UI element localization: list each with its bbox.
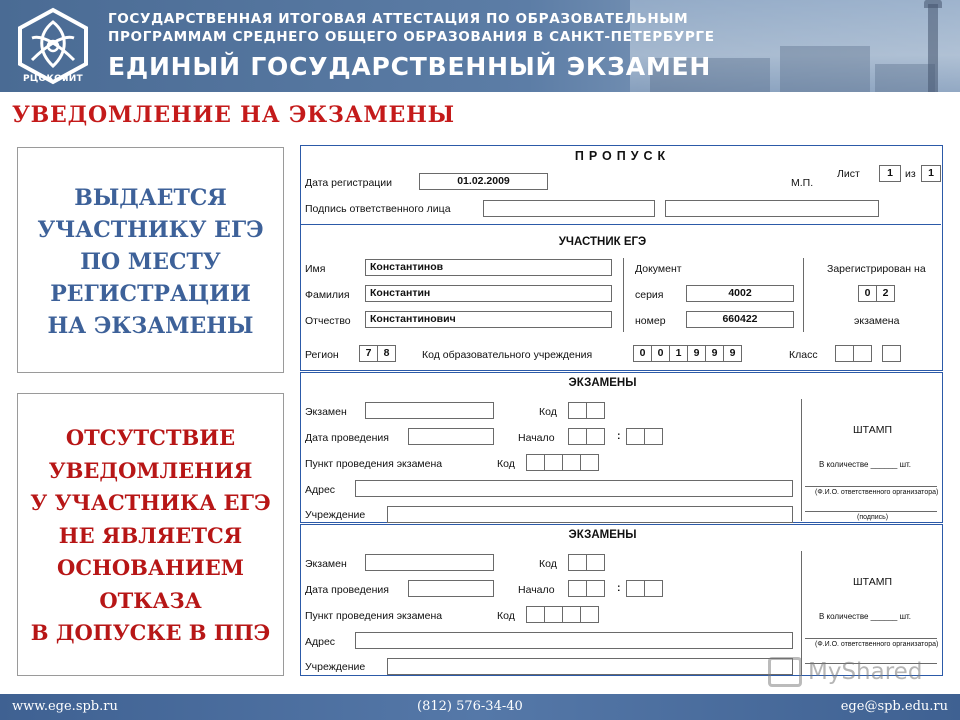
stamp-label: ШТАМП [853,424,892,436]
footer-phone: (812) 576-34-40 [417,699,523,714]
pass-title: ПРОПУСК [574,149,671,163]
exam-field[interactable] [365,554,494,571]
exam-field[interactable] [365,402,494,419]
region-cell[interactable]: 8 [377,345,396,362]
institution-label: Учреждение [305,509,366,521]
registered-label: Зарегистрирован на [827,263,926,275]
ppe-code-label: Код [497,458,515,470]
exam-label: Экзамен [305,406,347,418]
watermark: MyShared [808,659,923,685]
participant-title: УЧАСТНИК ЕГЭ [558,236,647,248]
exam-code-label: Код [539,406,557,418]
header-banner [0,0,960,92]
organizer-label: (Ф.И.О. ответственного организатора) [815,641,939,648]
absence-line: ОТСУТСТВИЕ [65,425,236,450]
ppe-code-cell[interactable] [544,454,563,471]
exam-code-cells[interactable] [568,554,604,571]
issued-line: РЕГИСТРАЦИИ [50,281,251,307]
first-name-label: Имя [305,263,326,275]
ppe-code-cell[interactable] [580,454,599,471]
absence-line: УВЕДОМЛЕНИЯ [48,457,253,483]
exam-date-field[interactable] [408,580,494,597]
logo-caption: РЦОКОиИТ [23,74,83,84]
patronymic-label: Отчество [305,315,351,327]
document-label: Документ [635,263,682,275]
footer-bar [0,694,960,720]
exam-code-label: Код [539,558,557,570]
exam-code-cell[interactable] [568,402,587,419]
ppe-code-cells[interactable] [526,606,598,623]
start-hour-cell[interactable] [568,428,587,445]
region-label: Регион [305,349,339,361]
sheet-field[interactable]: 1 [879,165,901,182]
school-code-cell[interactable]: 0 [651,345,670,362]
number-label: номер [635,315,666,327]
of-label: из [905,168,916,180]
address-label: Адрес [305,484,336,496]
quantity-label: В количестве ______ шт. [819,612,912,621]
exam-date-label: Дата проведения [305,432,389,444]
pass-panel [300,145,943,371]
school-code-cell[interactable]: 9 [705,345,724,362]
exams-title: ЭКЗАМЕНЫ [568,529,637,541]
address-field[interactable] [355,480,793,497]
exam-code-cells[interactable] [568,402,604,419]
ppe-code-cell[interactable] [580,606,599,623]
class-cell[interactable] [882,345,901,362]
start-minute-cell[interactable] [626,580,645,597]
class-cell[interactable] [835,345,854,362]
address-field[interactable] [355,632,793,649]
last-name-label: Фамилия [305,289,350,301]
mp-label: М.П. [791,177,814,189]
institution-label: Учреждение [305,661,366,673]
region-cell[interactable]: 7 [359,345,378,362]
footer-site-link[interactable]: www.ege.spb.ru [12,699,118,714]
first-name-field[interactable]: Константинов [365,259,612,276]
institution-field[interactable] [387,658,793,675]
exam-panel-2 [300,524,943,676]
exam-code-cell[interactable] [568,554,587,571]
absence-line: ОСНОВАНИЕМ [57,555,244,580]
exam-date-field[interactable] [408,428,494,445]
issued-line: УЧАСТНИКУ ЕГЭ [37,217,264,243]
school-code-cell[interactable]: 0 [633,345,652,362]
start-hour-cells[interactable] [568,428,604,445]
alexander-column-icon [928,4,938,92]
reg-date-field[interactable]: 01.02.2009 [419,173,548,190]
ppe-label: Пункт проведения экзамена [305,458,443,470]
issued-line: ПО МЕСТУ [80,249,221,275]
signature-label: Подпись ответственного лица [305,203,451,215]
stamp-label: ШТАМП [853,576,892,588]
exam-date-label: Дата проведения [305,584,389,596]
ppe-code-cell[interactable] [526,454,545,471]
number-field[interactable]: 660422 [686,311,794,328]
school-code-cells[interactable] [633,345,741,362]
class-label: Класс [789,349,818,361]
issued-line: ВЫДАЕТСЯ [74,185,227,211]
absence-line: НЕ ЯВЛЯЕТСЯ [58,522,243,548]
registered-cell[interactable]: 2 [876,285,895,302]
header-line-2: ПРОГРАММАМ СРЕДНЕГО ОБЩЕГО ОБРАЗОВАНИЯ В САНКТ-ПЕТЕРБУРГЕ [108,29,715,45]
ppe-code-cell[interactable] [526,606,545,623]
start-label: Начало [518,584,555,596]
time-colon: : [617,430,621,442]
quantity-label: В количестве ______ шт. [819,460,912,469]
start-minute-cells[interactable] [626,428,662,445]
address-label: Адрес [305,636,336,648]
patronymic-field[interactable]: Константинович [365,311,612,328]
registered-cell[interactable]: 0 [858,285,877,302]
exams-title: ЭКЗАМЕНЫ [568,377,637,389]
header-line-1: ГОСУДАРСТВЕННАЯ ИТОГОВАЯ АТТЕСТАЦИЯ ПО ОБРАЗОВАТЕЛЬНЫМ [108,11,689,27]
start-minute-cell[interactable] [626,428,645,445]
institution-field[interactable] [387,506,793,523]
registered-count-cells[interactable] [858,285,894,302]
signature-small-label: (подпись) [857,514,889,521]
signature-field-2[interactable] [665,200,879,217]
exam-panel-1 [300,372,943,523]
ppe-code-cell[interactable] [562,454,581,471]
start-minute-cell[interactable] [644,428,663,445]
start-hour-cells[interactable] [568,580,604,597]
pass-form [300,145,943,689]
exams-label: экзамена [854,315,900,327]
absence-line: ОТКАЗА [99,587,202,613]
pass-divider [301,224,941,225]
start-minute-cells[interactable] [626,580,662,597]
ppe-code-cell[interactable] [544,606,563,623]
page-title: УВЕДОМЛЕНИЕ НА ЭКЗАМЕНЫ [12,102,455,128]
school-code-cell[interactable]: 1 [669,345,688,362]
issued-line: НА ЭКЗАМЕНЫ [47,313,254,339]
signature-field-1[interactable] [483,200,655,217]
start-hour-cell[interactable] [586,580,605,597]
absence-line: У УЧАСТНИКА ЕГЭ [30,490,271,515]
series-field[interactable]: 4002 [686,285,794,302]
last-name-field[interactable]: Константин [365,285,612,302]
of-field[interactable]: 1 [921,165,941,182]
organizer-label: (Ф.И.О. ответственного организатора) [815,489,939,496]
exam-code-cell[interactable] [586,402,605,419]
school-code-cell[interactable]: 9 [723,345,742,362]
class-cells[interactable] [835,345,900,362]
header-line-3: ЕДИНЫЙ ГОСУДАРСТВЕННЫЙ ЭКЗАМЕН [108,52,712,81]
absence-line: В ДОПУСКЕ В ППЭ [30,620,271,645]
ppe-label: Пункт проведения экзамена [305,610,443,622]
start-hour-cell[interactable] [568,580,587,597]
exam-code-cell[interactable] [586,554,605,571]
school-code-label: Код образовательного учреждения [422,349,593,361]
region-cells[interactable] [359,345,395,362]
watermark-icon [768,657,802,687]
issued-info-box [17,147,284,373]
series-label: серия [635,289,664,301]
start-hour-cell[interactable] [586,428,605,445]
time-colon: : [617,582,621,594]
start-label: Начало [518,432,555,444]
ppe-code-label: Код [497,610,515,622]
sheet-label: Лист [837,168,860,180]
absence-warning-box [17,393,284,676]
school-code-cell[interactable]: 9 [687,345,706,362]
class-cell[interactable] [853,345,872,362]
start-minute-cell[interactable] [644,580,663,597]
exam-label: Экзамен [305,558,347,570]
ppe-code-cells[interactable] [526,454,598,471]
ppe-code-cell[interactable] [562,606,581,623]
reg-date-label: Дата регистрации [305,177,393,189]
footer-email-link[interactable]: ege@spb.edu.ru [840,699,948,714]
